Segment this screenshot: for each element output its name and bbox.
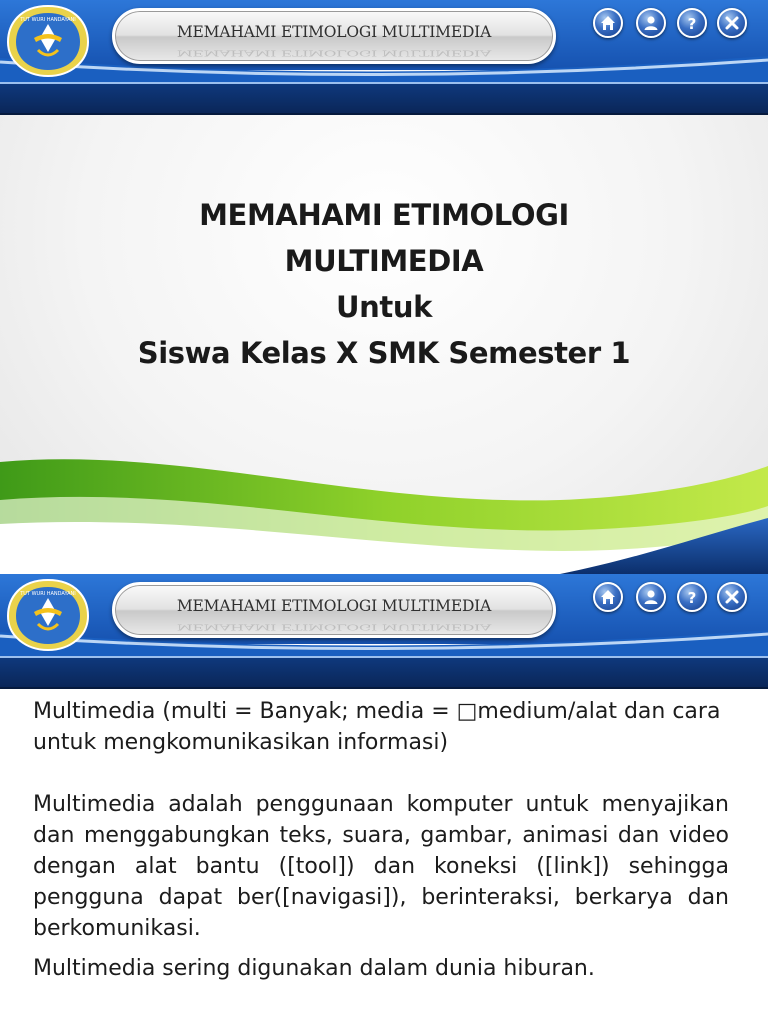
cover-title-line-4: Siswa Kelas X SMK Semester 1 [137, 336, 631, 370]
home-button[interactable] [593, 8, 623, 38]
close-button[interactable] [717, 582, 747, 612]
help-button[interactable] [677, 8, 707, 38]
svg-text:?: ? [687, 15, 697, 31]
home-button[interactable] [593, 582, 623, 612]
header-title-reflection: MEMAHAMI ETIMOLOGI MULTIMEDIA [176, 48, 492, 58]
header-title: MEMAHAMI ETIMOLOGI MULTIMEDIA [176, 23, 492, 41]
home-icon [600, 589, 616, 605]
slide-body-text [33, 696, 729, 984]
close-icon [724, 589, 740, 605]
header-title-banner [112, 582, 556, 638]
help-button[interactable] [677, 582, 707, 612]
profile-button[interactable] [636, 582, 666, 612]
close-button[interactable] [717, 8, 747, 38]
profile-button[interactable] [636, 8, 666, 38]
paragraph-usage: Multimedia sering digunakan dalam dunia hiburan. [33, 956, 595, 981]
close-icon [724, 15, 740, 31]
svg-text:TUT WURI HANDAYANI: TUT WURI HANDAYANI [20, 591, 76, 597]
help-icon [684, 589, 700, 605]
home-icon [600, 15, 616, 31]
cover-title [0, 192, 768, 376]
header-title-reflection: MEMAHAMI ETIMOLOGI MULTIMEDIA [176, 622, 492, 632]
user-icon [643, 15, 659, 31]
cover-title-line-1: MEMAHAMI ETIMOLOGI [199, 198, 569, 232]
svg-text:TUT WURI HANDAYANI: TUT WURI HANDAYANI [20, 17, 76, 23]
slide-content [0, 574, 768, 1024]
svg-text:?: ? [687, 589, 697, 605]
green-swoosh-decoration [0, 440, 768, 574]
user-icon [643, 589, 659, 605]
slide-header [0, 0, 768, 115]
help-icon [684, 15, 700, 31]
tut-wuri-handayani-logo [6, 578, 90, 652]
slide-header [0, 574, 768, 689]
cover-title-line-3: Untuk [336, 290, 432, 324]
header-title: MEMAHAMI ETIMOLOGI MULTIMEDIA [176, 597, 492, 615]
paragraph-etymology: Multimedia (multi = Banyak; media = □medium/alat dan cara untuk mengkomunikasikan informasi) [33, 699, 721, 755]
cover-title-line-2: MULTIMEDIA [284, 244, 484, 278]
paragraph-definition: Multimedia adalah penggunaan komputer untuk menyajikan dan menggabungkan teks, suara, gambar, animasi dan video dengan alat bantu ([tool]) dan koneksi ([link]) sehingga pengguna dapat ber([navigasi]), berinteraksi, berkarya dan berkomunikasi. [33, 792, 729, 941]
tut-wuri-handayani-logo [6, 4, 90, 78]
header-title-banner [112, 8, 556, 64]
